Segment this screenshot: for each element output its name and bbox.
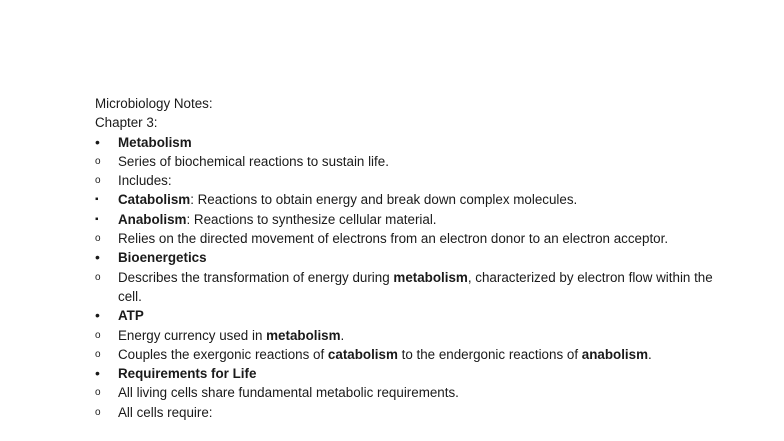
list-item-atp <box>95 306 735 325</box>
doc-title: Microbiology Notes: <box>95 96 213 111</box>
bullet-square-icon: ▪ <box>95 213 99 225</box>
definition-text: : Reactions to obtain energy and break down complex molecules. <box>190 192 578 208</box>
text-segment: . <box>648 346 652 362</box>
bullet-circle-icon: o <box>95 233 101 245</box>
term-metabolism: metabolism <box>266 327 341 343</box>
list-item <box>95 268 735 307</box>
text-segment: . <box>340 327 345 343</box>
bullet-dot-icon: • <box>95 307 100 324</box>
list-item <box>95 171 735 190</box>
list-item-text: Relies on the directed movement of electrons from an electron donor to an electron acceptor. <box>118 231 669 247</box>
list-item <box>95 383 735 402</box>
heading-metabolism: Metabolism <box>118 134 192 150</box>
term-metabolism: metabolism <box>393 269 468 285</box>
bullet-circle-icon: o <box>95 387 101 399</box>
term-anabolism: Anabolism <box>118 211 187 227</box>
bullet-circle-icon: o <box>95 271 101 283</box>
list-item <box>95 403 735 422</box>
list-item <box>95 229 735 248</box>
definition-text: : Reactions to synthesize cellular material. <box>186 211 437 227</box>
text-segment: Describes the transformation of energy during <box>118 269 394 285</box>
list-item-text <box>118 326 735 345</box>
list-item-requirements <box>95 364 735 383</box>
list-item-text <box>118 268 735 307</box>
bullet-circle-icon: o <box>95 155 101 167</box>
heading-requirements: Requirements for Life <box>118 366 257 382</box>
list-item-text: All living cells share fundamental metabolic requirements. <box>118 385 459 401</box>
term-anabolism: anabolism <box>581 346 648 362</box>
list-item-text: Includes: <box>118 173 172 189</box>
list-item-text: Series of biochemical reactions to sustain life. <box>118 153 389 169</box>
list-item <box>95 326 735 345</box>
list-item <box>95 152 735 171</box>
chapter-heading: Chapter 3: <box>95 115 158 131</box>
heading-atp: ATP <box>118 308 144 324</box>
bullet-dot-icon: • <box>95 249 100 266</box>
term-catabolism: Catabolism <box>118 192 191 208</box>
document-body <box>95 94 735 422</box>
list-item-bioenergetics <box>95 248 735 267</box>
bullet-circle-icon: o <box>95 175 101 187</box>
list-item-metabolism <box>95 133 735 152</box>
list-item-text: All cells require: <box>118 404 213 420</box>
list-item-anabolism <box>95 210 735 229</box>
text-segment: , characterized by electron flow within the cell. <box>118 269 713 304</box>
bullet-dot-icon: • <box>95 133 100 150</box>
bullet-circle-icon: o <box>95 406 101 418</box>
term-catabolism: catabolism <box>327 346 398 362</box>
heading-bioenergetics: Bioenergetics <box>118 250 207 266</box>
bullet-dot-icon: • <box>95 365 100 382</box>
bullet-circle-icon: o <box>95 329 101 341</box>
text-segment: Couples the exergonic reactions of <box>118 346 328 362</box>
list-item-text <box>118 345 735 364</box>
list-item-catabolism <box>95 190 735 209</box>
text-segment: to the endergonic reactions of <box>397 346 582 362</box>
bullet-circle-icon: o <box>95 348 101 360</box>
bullet-square-icon: ▪ <box>95 194 99 206</box>
list-item <box>95 345 735 364</box>
text-segment: Energy currency used in <box>118 327 267 343</box>
